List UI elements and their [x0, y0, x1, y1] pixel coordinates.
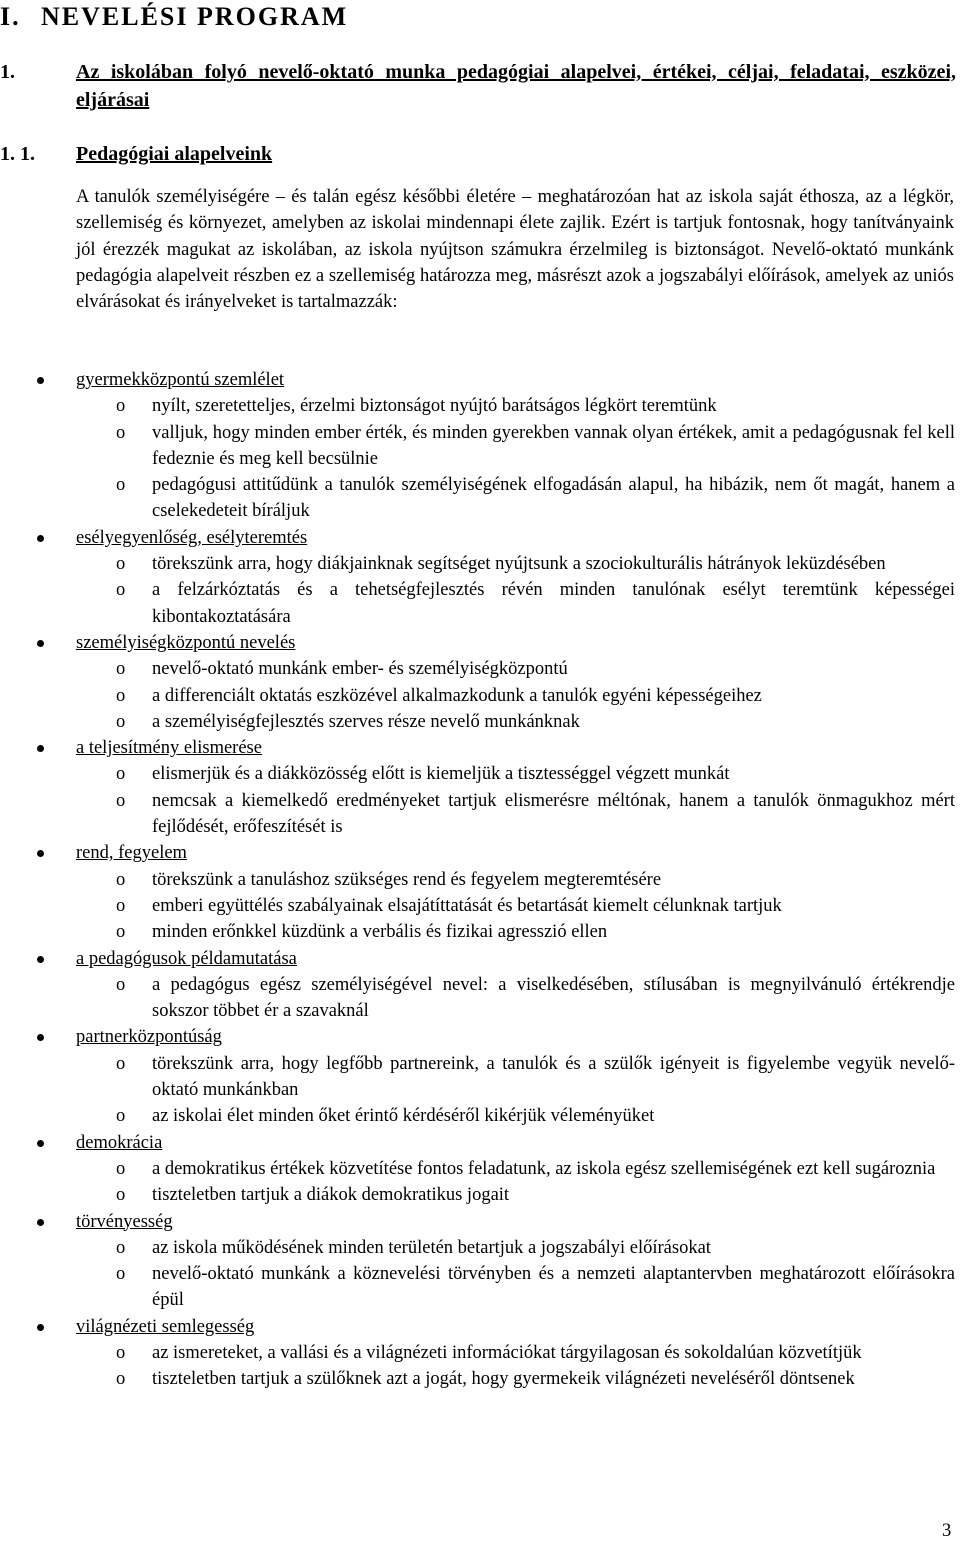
bullet-icon: [37, 640, 44, 647]
principle-subitem-text: a személyiségfejlesztés szerves része nevelő munkánknak: [152, 711, 580, 732]
circle-bullet-icon: o: [116, 1237, 126, 1258]
principle-subitem: [76, 1156, 955, 1182]
principle-label: partnerközpontúság: [76, 1027, 222, 1048]
principle-subitem-text: nevelő-oktató munkánk ember- és személyiségközpontú: [152, 659, 568, 680]
bullet-icon: [37, 377, 44, 384]
principle-subitem: [76, 656, 955, 682]
principle-subitem-text: minden erőnkkel küzdünk a verbális és fizikai agresszió ellen: [152, 922, 608, 943]
principle-subitem-text: a demokratikus értékek közvetítése fontos feladatunk, az iskola egész szellemiségének ezt kell sugároznia: [152, 1158, 936, 1179]
principle-sublist: [76, 1156, 960, 1209]
chapter-heading: [0, 2, 348, 32]
circle-bullet-icon: o: [116, 764, 126, 785]
circle-bullet-icon: o: [116, 580, 126, 601]
principle-subitem-text: valljuk, hogy minden ember érték, és minden gyerekben vannak olyan értékek, amit a pedagógusnak fel kell fedeznie és meg kell becsülnie: [152, 422, 955, 469]
bullet-icon: [37, 535, 44, 542]
section-heading: [0, 58, 956, 114]
principle-label: a teljesítmény elismerése: [76, 738, 262, 759]
circle-bullet-icon: o: [116, 1053, 126, 1074]
principle-subitem: [76, 761, 955, 787]
principle-label: a pedagógusok példamutatása: [76, 948, 297, 969]
principle-subitem-text: elismerjük és a diákközösség előtt is kiemeljük a tisztességgel végzett munkát: [152, 764, 730, 785]
circle-bullet-icon: o: [116, 685, 126, 706]
principle-item: [0, 735, 960, 840]
bullet-icon: [37, 1034, 44, 1041]
section-title: Az iskolában folyó nevelő-oktató munka pedagógiai alapelvei, értékei, céljai, feladatai, eszközei, eljárásai: [76, 61, 956, 111]
principle-sublist: [76, 393, 960, 524]
principle-subitem-text: a differenciált oktatás eszközével alkalmazkodunk a tanulók egyéni képességeihez: [152, 685, 762, 706]
circle-bullet-icon: o: [116, 1185, 126, 1206]
principle-subitem: [76, 1103, 955, 1129]
bullet-icon: [37, 1140, 44, 1147]
principles-list: [0, 367, 960, 1393]
principle-subitem: [76, 919, 955, 945]
principle-subitem-text: tiszteletben tartjuk a diákok demokratikus jogait: [152, 1185, 510, 1206]
principle-subitem-text: az iskola működésének minden területén betartjuk a jogszabályi előírásokat: [152, 1237, 711, 1258]
principle-subitem: [76, 1051, 955, 1104]
principle-item: [0, 946, 960, 1025]
principle-subitem: [76, 788, 955, 841]
principle-subitem-text: a pedagógus egész személyiségével nevel: a viselkedésében, stílusában is megnyilvánuló értékrendje sokszor többet ér a szavaknál: [152, 974, 955, 1022]
bullet-icon: [37, 850, 44, 857]
principle-subitem: [76, 683, 955, 709]
circle-bullet-icon: o: [116, 711, 126, 732]
principle-subitem: [76, 1366, 955, 1392]
circle-bullet-icon: o: [116, 974, 126, 995]
principle-sublist: [76, 867, 960, 946]
principle-subitem: [76, 577, 955, 630]
principle-item: [0, 1209, 960, 1314]
principle-subitem: [76, 709, 955, 735]
principle-sublist: [76, 656, 960, 735]
bullet-icon: [37, 1324, 44, 1331]
circle-bullet-icon: o: [116, 659, 126, 680]
circle-bullet-icon: o: [116, 922, 126, 943]
principle-subitem: [76, 1182, 955, 1208]
principle-subitem: [76, 472, 955, 525]
subsection-title: Pedagógiai alapelveink: [76, 143, 273, 165]
principle-subitem: [76, 551, 955, 577]
circle-bullet-icon: o: [116, 895, 126, 916]
principle-item: [0, 1130, 960, 1209]
intro-paragraph: A tanulók személyiségére – és talán egész későbbi életére – meghatározóan hat az iskola saját éthosza, az a légkör, szellemiség és környezet, amelyben az iskolai mindennapi élete zajlik. Ezért is tartjuk fontosnak, hogy tanítványaink jól érezzék magukat az iskolában, az iskola nyújtson számukra érzelmileg is biztonságot. Nevelő-oktató munkánk pedagógia alapelveit részben ez a szellemiség határozza meg, másrészt azok a jogszabályi előírások, amelyek az uniós elvárásokat és irányelveket is tartalmazzák:: [76, 187, 954, 313]
circle-bullet-icon: o: [116, 869, 126, 890]
circle-bullet-icon: o: [116, 1369, 126, 1390]
section-number: 1.: [0, 61, 15, 83]
subsection-number: 1. 1.: [0, 143, 35, 165]
subsection-heading: [0, 140, 272, 168]
principle-subitem-text: nemcsak a kiemelkedő eredményeket tartjuk elismerésre méltónak, hanem a tanulók önmagukhoz mért fejlődését, erőfeszítését is: [152, 790, 955, 838]
page-number: 3: [942, 1521, 952, 1541]
principle-label: törvényesség: [76, 1211, 173, 1232]
circle-bullet-icon: o: [116, 396, 126, 417]
principle-subitem: [76, 1261, 955, 1314]
principle-label: demokrácia: [76, 1132, 163, 1153]
principle-subitem-text: nyílt, szeretetteljes, érzelmi biztonságot nyújtó barátságos légkört teremtünk: [152, 396, 717, 417]
principle-subitem: [76, 972, 955, 1025]
principle-subitem-text: a felzárkóztatás és a tehetségfejlesztés révén minden tanulónak esélyt teremtünk képességei kibontakoztatására: [152, 580, 955, 627]
principle-label: világnézeti semlegesség: [76, 1316, 255, 1337]
circle-bullet-icon: o: [116, 475, 126, 496]
chapter-number: I.: [0, 2, 21, 31]
bullet-icon: [37, 1219, 44, 1226]
principle-label: gyermekközpontú szemlélet: [76, 370, 285, 390]
principle-sublist: [76, 1051, 960, 1130]
principle-item: [0, 367, 960, 525]
principle-item: [0, 630, 960, 735]
principle-sublist: [76, 551, 960, 630]
chapter-title: NEVELÉSI PROGRAM: [41, 2, 349, 31]
bullet-icon: [37, 745, 44, 752]
principle-item: [0, 525, 960, 630]
circle-bullet-icon: o: [116, 1106, 126, 1127]
principle-subitem-text: törekszünk a tanuláshoz szükséges rend és fegyelem megteremtésére: [152, 869, 662, 890]
circle-bullet-icon: o: [116, 1158, 126, 1179]
principle-sublist: [76, 1235, 960, 1314]
circle-bullet-icon: o: [116, 1342, 126, 1363]
principle-sublist: [76, 972, 960, 1025]
principle-item: [0, 1314, 960, 1393]
principle-subitem-text: az iskolai élet minden őket érintő kérdéséről kikérjük véleményüket: [152, 1106, 655, 1127]
principle-sublist: [76, 761, 960, 840]
principle-subitem-text: emberi együttélés szabályainak elsajátíttatását és betartását kiemelt célunknak tartjuk: [152, 895, 782, 916]
principle-subitem-text: tiszteletben tartjuk a szülőknek azt a jogát, hogy gyermekeik világnézeti neveléséről döntsenek: [152, 1369, 855, 1390]
circle-bullet-icon: o: [116, 554, 126, 575]
principle-subitem: [76, 867, 955, 893]
principle-subitem: [76, 1340, 955, 1366]
circle-bullet-icon: o: [116, 422, 126, 443]
principle-subitem: [76, 1235, 955, 1261]
principle-label: esélyegyenlőség, esélyteremtés: [76, 527, 308, 548]
principle-subitem-text: nevelő-oktató munkánk a köznevelési törvényben és a nemzeti alaptantervben meghatározott előírásokra épül: [152, 1264, 955, 1311]
principle-item: [0, 1024, 960, 1129]
principle-subitem: [76, 893, 955, 919]
bullet-icon: [37, 956, 44, 963]
principle-item: [0, 840, 960, 945]
principle-subitem: [76, 393, 955, 419]
principle-subitem: [76, 420, 955, 473]
principle-sublist: [76, 1340, 960, 1393]
principle-subitem-text: pedagógusi attitűdünk a tanulók személyiségének elfogadásán alapul, ha hibázik, nem őt magát, hanem a cselekedeteit bíráljuk: [152, 475, 955, 522]
principle-label: rend, fegyelem: [76, 843, 187, 864]
circle-bullet-icon: o: [116, 1264, 126, 1285]
principle-label: személyiségközpontú nevelés: [76, 632, 296, 653]
principle-subitem-text: törekszünk arra, hogy diákjainknak segítséget nyújtsunk a szociokulturális hátrányok leküzdésében: [152, 554, 886, 575]
circle-bullet-icon: o: [116, 790, 126, 811]
principle-subitem-text: törekszünk arra, hogy legfőbb partnereink, a tanulók és a szülők igényeit is figyelembe vegyük nevelő-oktató munkánkban: [152, 1053, 955, 1101]
principle-subitem-text: az ismereteket, a vallási és a világnézeti információkat tárgyilagosan és sokoldalúan közvetítjük: [152, 1342, 862, 1363]
